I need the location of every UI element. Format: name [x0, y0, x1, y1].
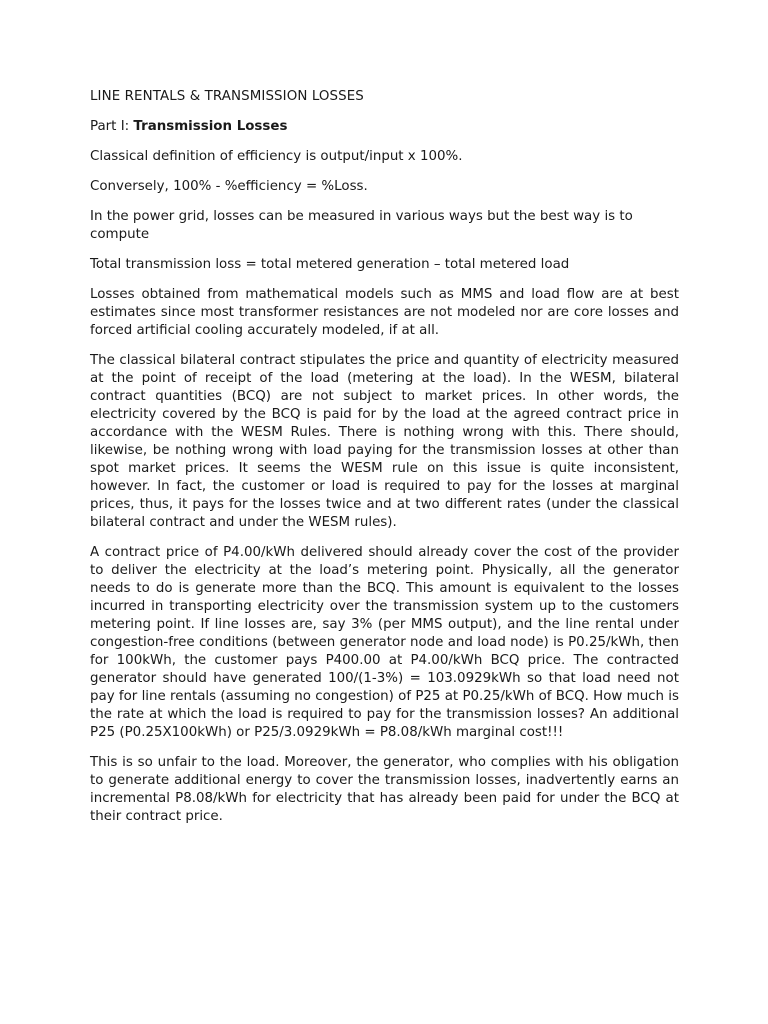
paragraph-efficiency-definition: Classical definition of efficiency is output/input x 100%. — [90, 149, 463, 164]
part-title: Transmission Losses — [133, 119, 288, 134]
paragraph-unfair: This is so unfair to the load. Moreover, the generator, who complies with his obligation to generate additional energy to cover the transmission losses, inadvertently earns an incremental P8.08/kWh for electricity that has already been paid for under the BCQ at their contract price. — [90, 755, 679, 824]
paragraph-loss-formula: Conversely, 100% - %efficiency = %Loss. — [90, 179, 368, 194]
part-prefix: Part I: — [90, 119, 134, 134]
document-title: LINE RENTALS & TRANSMISSION LOSSES — [90, 89, 364, 104]
document-page — [90, 88, 679, 838]
paragraph-models: Losses obtained from mathematical models such as MMS and load flow are at best estimates since most transformer resistances are not modeled nor are core losses and forced artificial cooling accurately modeled, if at all. — [90, 287, 679, 338]
paragraph-total-loss: Total transmission loss = total metered generation – total metered load — [90, 257, 570, 272]
paragraph-bilateral-contract: The classical bilateral contract stipulates the price and quantity of electricity measured at the point of receipt of the load (metering at the load). In the WESM, bilateral contract quantities (BCQ) are not subject to market prices. In other words, the electricity covered by the BCQ is paid for by the load at the agreed contract price in accordance with the WESM Rules. There is nothing wrong with this. There should, likewise, be nothing wrong with load paying for the transmission losses at other than spot market prices. It seems the WESM rule on this issue is quite inconsistent, however. In fact, the customer or load is required to pay for the losses at marginal prices, thus, it pays for the losses twice and at two different rates (under the classical bilateral contract and under the WESM rules). — [90, 353, 679, 530]
paragraph-measurement: In the power grid, losses can be measured in various ways but the best way is to compute — [90, 209, 633, 242]
paragraph-contract-price: A contract price of P4.00/kWh delivered should already cover the cost of the provider to deliver the electricity at the load’s metering point. Physically, all the generator needs to do is generate more than the BCQ. This amount is equivalent to the losses incurred in transporting electricity over the transmission system up to the customers metering point. If line losses are, say 3% (per MMS output), and the line rental under congestion-free conditions (between generator node and load node) is P0.25/kWh, then for 100kWh, the customer pays P400.00 at P4.00/kWh BCQ price. The contracted generator should have generated 100/(1-3%) = 103.0929kWh so that load need not pay for line rentals (assuming no congestion) of P25 at P0.25/kWh of BCQ. How much is the rate at which the load is required to pay for the transmission losses? An additional P25 (P0.25X100kWh) or P25/3.0929kWh = P8.08/kWh marginal cost!!! — [90, 545, 679, 740]
part-heading — [90, 118, 679, 136]
